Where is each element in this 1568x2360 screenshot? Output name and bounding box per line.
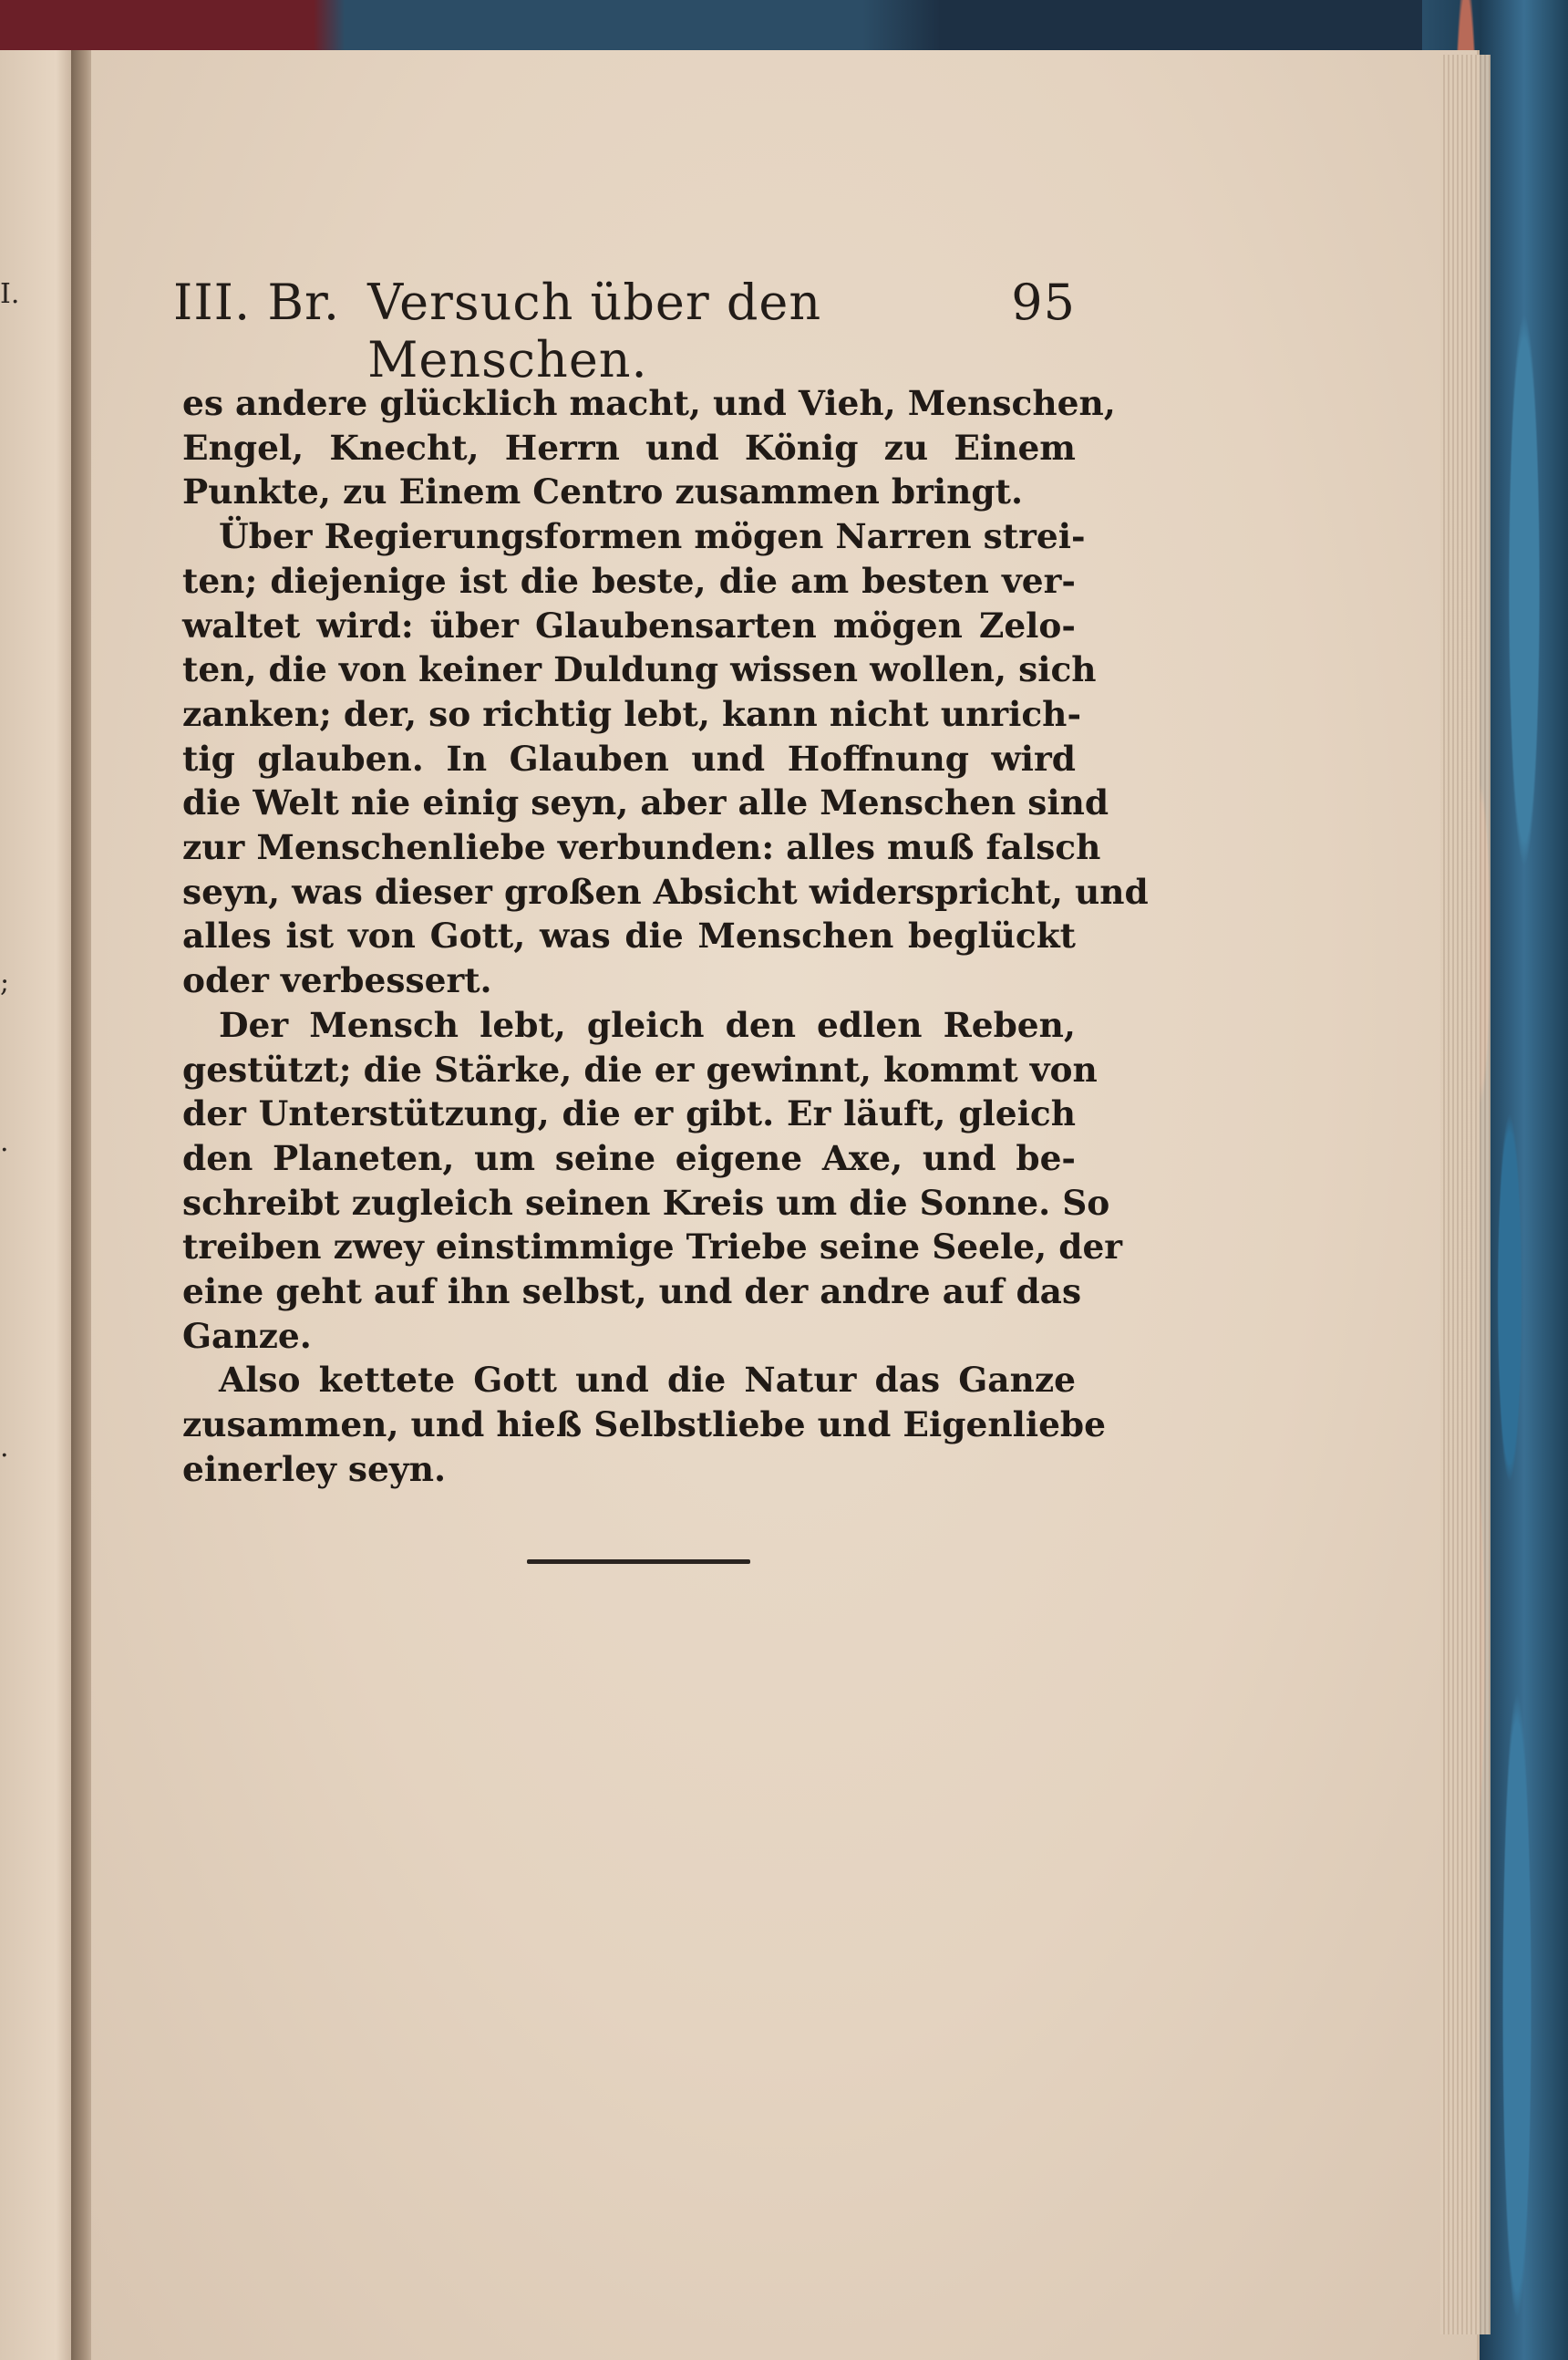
running-head: III. Br. [173,274,341,331]
text-line: Engel, Knecht, Herrn und König zu Einem [182,427,1076,468]
page-number: 95 [1011,274,1076,331]
left-facing-page [0,50,80,2360]
text-line: zanken; der, so richtig lebt, kann nicht unrich- [182,693,1082,734]
text-line: gestützt; die Stärke, die er gewinnt, kommt von [182,1049,1098,1090]
text-line: schreibt zugleich seinen Kreis um die Sonne. So [182,1182,1110,1223]
body-text [182,381,1149,1492]
text-line: waltet wird: über Glaubensarten mögen Zelo- [182,605,1076,646]
text-line: zusammen, und hieß Selbstliebe und Eigenliebe [182,1404,1107,1445]
left-page-fragment: I. [0,278,20,310]
text-line: der Unterstützung, die er gibt. Er läuft, gleich [182,1093,1076,1134]
left-page-fragment: ; [0,967,10,999]
page-edges [1440,55,1491,2334]
text-line: oder verbessert. [182,960,492,1001]
text-line: es andere glücklich macht, und Vieh, Menschen, [182,383,1116,423]
text-line: Der Mensch lebt, gleich den edlen Reben, [219,1004,1076,1045]
page-title: Versuch über den Menschen. [367,274,822,388]
left-page-fragment: . [0,1126,9,1158]
end-rule [527,1559,750,1564]
text-line: Also kettete Gott und die Natur das Ganze [219,1360,1076,1401]
text-line: ten, die von keiner Duldung wissen wollen, sich [182,649,1097,690]
text-line: treiben zwey einstimmige Triebe seine Seele, der [182,1227,1123,1268]
text-line: Ganze. [182,1315,312,1356]
text-line: alles ist von Gott, was die Menschen beglückt [182,916,1076,957]
text-line: ten; diejenige ist die beste, die am besten ver- [182,560,1076,601]
text-line: eine geht auf ihn selbst, und der andre auf das [182,1271,1082,1312]
text-line: Punkte, zu Einem Centro zusammen bringt. [182,471,1024,512]
text-line: den Planeten, um seine eigene Axe, und be- [182,1137,1076,1178]
text-line: Über Regierungsformen mögen Narren strei- [219,516,1086,557]
text-line: die Welt nie einig seyn, aber alle Menschen sind [182,782,1109,823]
text-line: tig glauben. In Glauben und Hoffnung wird [182,738,1076,779]
text-line: einerley seyn. [182,1448,447,1489]
text-line: seyn, was dieser großen Absicht widerspricht, und [182,871,1149,912]
page-header [173,274,1076,388]
left-page-fragment: . [0,1432,9,1464]
text-line: zur Menschenliebe verbunden: alles muß falsch [182,827,1101,868]
